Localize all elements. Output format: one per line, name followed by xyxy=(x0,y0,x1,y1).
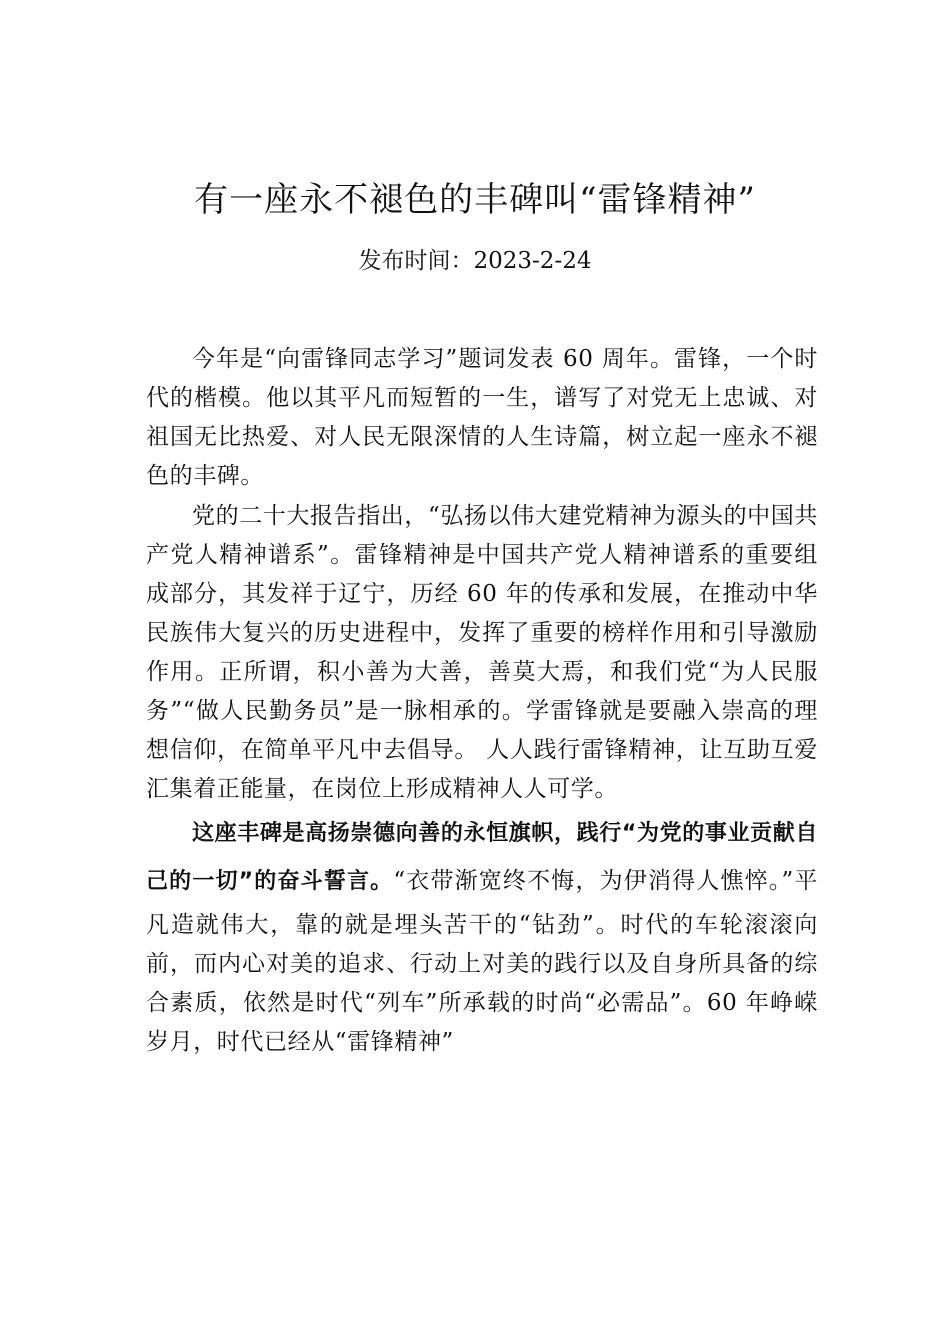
paragraph-bold-lead: 这座丰碑是高扬崇德向善的永恒旗帜，践行“为党的事业贡献自己的一切”的奋斗誓言。 xyxy=(146,821,818,894)
paragraph: 党的二十大报告指出，“弘扬以伟大建党精神为源头的中国共产党人精神谱系”。雷锋精神是中国共产党人精神谱系的重要组成部分，其发祥于辽宁，历经 60 年的传承和发展，在推动中华民族伟大复兴的历史进程中，发挥了重要的榜样作用和引导激励作用。正所谓，积小善为大善，善莫大焉，和我们党“为人民服务”“做人民勤务员”是一脉相承的。学雷锋就是要融入崇高的理想信仰，在简单平凡中去倡导。 人人践行雷锋精神，让互助互爱汇集着正能量，在岗位上形成精神人人可学。 xyxy=(146,503,818,802)
paragraph xyxy=(146,810,818,1062)
paragraph-text: “衣带渐宽终不悔，为伊消得人憔悴。”平凡造就伟大，靠的就是埋头苦干的“钻劲”。时代的车轮滚滚向前，而内心对美的追求、行动上对美的践行以及自身所具备的综合素质，依然是时代“列车”所承载的时尚“必需品”。60 年峥嵘岁月，时代已经从“雷锋精神” xyxy=(146,868,818,1055)
paragraph: 今年是“向雷锋同志学习”题词发表 60 周年。雷锋，一个时代的楷模。他以其平凡而短暂的一生，谱写了对党无上忠诚、对祖国无比热爱、对人民无限深情的人生诗篇，树立起一座永不褪色的丰碑。 xyxy=(146,346,818,489)
page-title: 有一座永不褪色的丰碑叫“雷锋精神” xyxy=(194,180,756,220)
article-body xyxy=(146,340,818,1062)
publish-date-value: 2023-2-24 xyxy=(473,248,592,274)
publish-date-label: 发布时间： xyxy=(358,248,474,274)
publish-date xyxy=(0,245,950,277)
